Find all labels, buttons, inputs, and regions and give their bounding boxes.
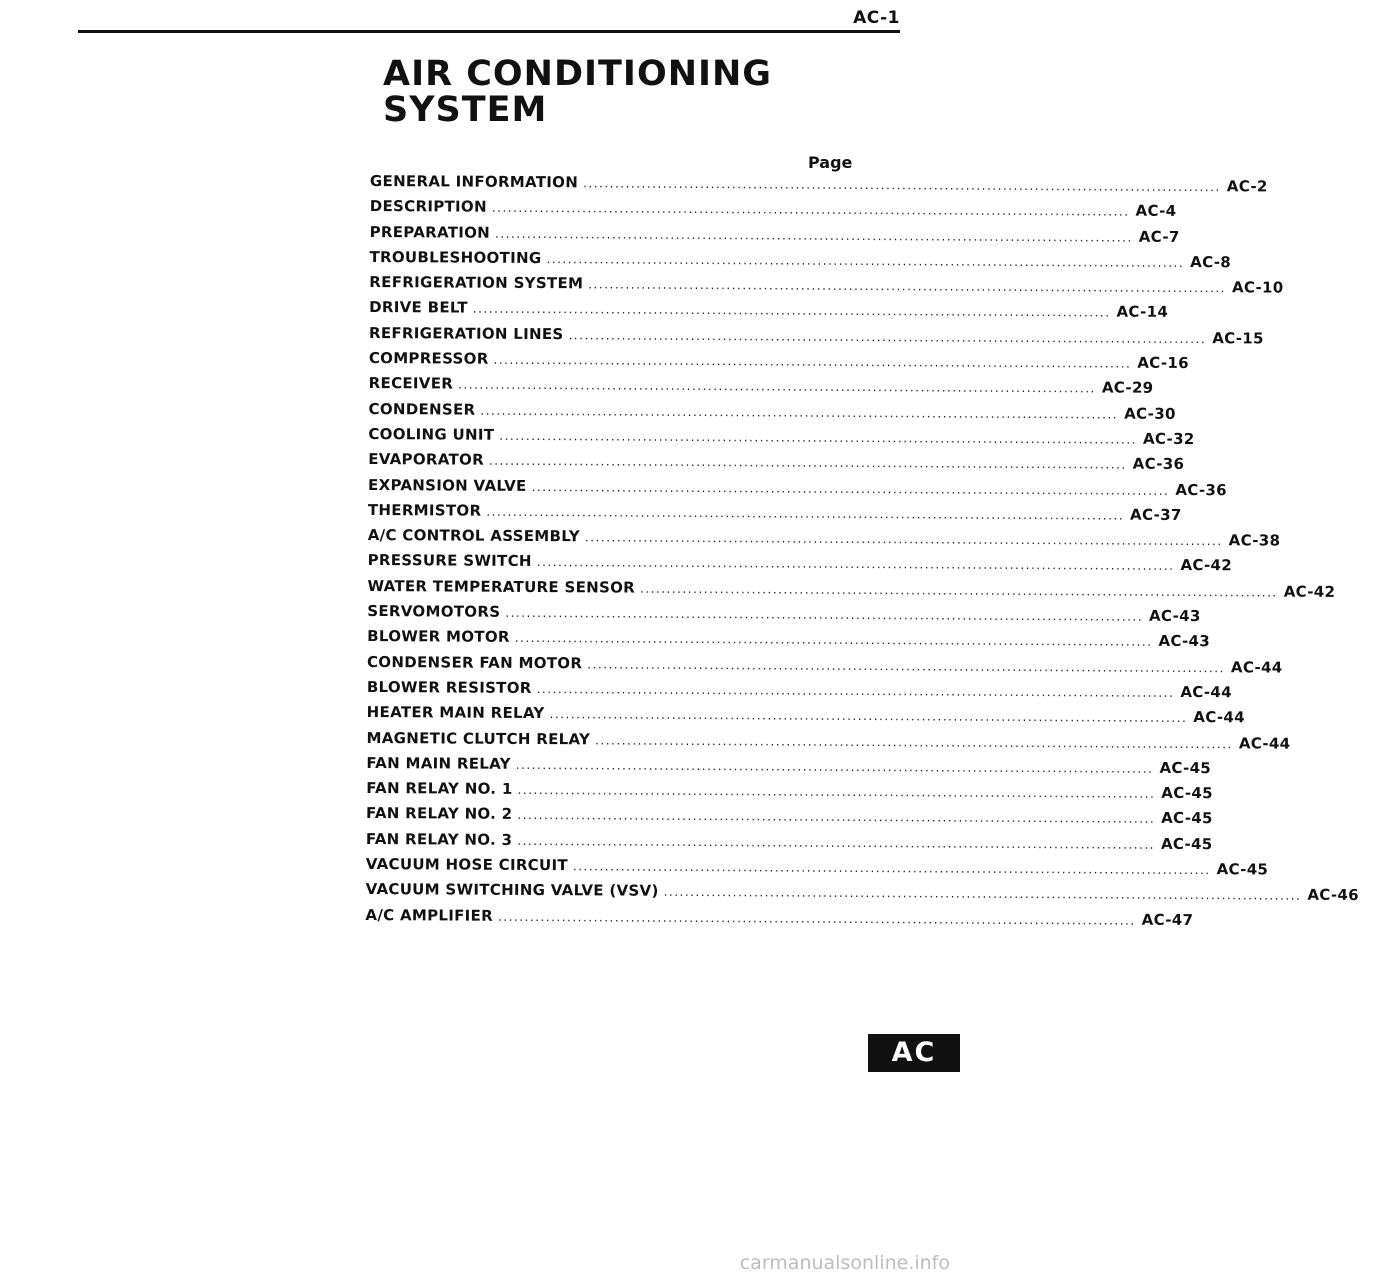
toc-entry <box>366 677 1232 706</box>
toc-entry-page: AC-45 <box>1161 809 1213 828</box>
toc-leader-dots: ........................................................................................................................ <box>514 631 1153 650</box>
toc-entry-label: TROUBLESHOOTING <box>369 247 542 267</box>
toc-entry-page: AC-46 <box>1307 886 1359 905</box>
toc-entry-label: VACUUM SWITCHING VALVE (VSV) <box>365 880 659 901</box>
toc-entry-label: SERVOMOTORS <box>367 602 501 621</box>
toc-entry-label: COOLING UNIT <box>368 424 495 444</box>
toc-leader-dots: ........................................................................................................................ <box>639 581 1278 600</box>
toc-entry-page: AC-47 <box>1141 910 1194 929</box>
toc-entry-label: PRESSURE SWITCH <box>367 551 532 571</box>
toc-entry-label: THERMISTOR <box>367 500 482 520</box>
toc-entry-label: BLOWER RESISTOR <box>366 677 532 697</box>
toc-entry-label: EXPANSION VALVE <box>368 475 527 495</box>
toc-entry <box>368 450 1185 478</box>
toc-leader-dots: ........................................................................................................................ <box>531 479 1170 498</box>
toc-leader-dots: ........................................................................................................................ <box>536 681 1175 700</box>
toc-entry-page: AC-43 <box>1158 632 1211 651</box>
toc-leader-dots: ........................................................................................................................ <box>458 377 1096 396</box>
toc-entry <box>366 703 1245 731</box>
toc-entry <box>365 829 1213 858</box>
toc-entry <box>367 627 1211 655</box>
toc-entry-label: CONDENSER <box>368 399 476 419</box>
toc-leader-dots: ........................................................................................................................ <box>495 226 1133 245</box>
toc-entry-label: FAN RELAY NO. 3 <box>365 829 513 849</box>
toc-entry-label: A/C AMPLIFIER <box>365 905 494 925</box>
toc-entry-label: WATER TEMPERATURE SENSOR <box>367 576 636 597</box>
toc-entry <box>369 247 1232 276</box>
toc-entry <box>366 779 1213 807</box>
toc-leader-dots: ........................................................................................................................ <box>486 504 1125 523</box>
toc-entry-page: AC-10 <box>1231 278 1284 297</box>
table-of-contents <box>365 172 1359 934</box>
toc-entry-label: FAN MAIN RELAY <box>366 753 511 773</box>
toc-entry-label: MAGNETIC CLUTCH RELAY <box>366 728 591 748</box>
toc-leader-dots: ........................................................................................................................ <box>595 732 1233 751</box>
toc-entry-page: AC-44 <box>1193 708 1245 727</box>
toc-entry-page: AC-43 <box>1148 606 1201 626</box>
toc-entry-page: AC-2 <box>1226 177 1268 196</box>
toc-entry-label: CONDENSER FAN MOTOR <box>366 652 583 672</box>
toc-entry-label: COMPRESSOR <box>368 349 489 368</box>
toc-page-column-heading: Page <box>808 153 853 172</box>
toc-entry <box>366 753 1212 782</box>
toc-leader-dots: ........................................................................................................................ <box>491 201 1130 219</box>
toc-entry-page: AC-36 <box>1132 454 1185 474</box>
toc-entry-page: AC-30 <box>1124 404 1176 423</box>
header-rule <box>78 30 900 33</box>
toc-entry <box>368 399 1176 428</box>
toc-entry-label: DESCRIPTION <box>369 197 487 217</box>
toc-entry-page: AC-36 <box>1175 480 1227 499</box>
toc-leader-dots: ........................................................................................................................ <box>517 783 1156 801</box>
toc-entry-page: AC-45 <box>1159 758 1212 777</box>
toc-entry-label: PREPARATION <box>369 222 491 242</box>
toc-entry-page: AC-4 <box>1135 201 1177 221</box>
toc-leader-dots: ........................................................................................................................ <box>497 909 1136 928</box>
toc-entry-label: GENERAL INFORMATION <box>369 172 579 192</box>
toc-leader-dots: ........................................................................................................................ <box>546 251 1185 270</box>
toc-entry-label: HEATER MAIN RELAY <box>366 703 545 723</box>
toc-entry <box>368 323 1264 352</box>
toc-entry <box>369 222 1180 251</box>
toc-entry <box>366 728 1291 757</box>
toc-entry-label: FAN RELAY NO. 2 <box>366 804 513 824</box>
toc-entry <box>369 197 1177 225</box>
toc-entry-page: AC-15 <box>1212 328 1264 348</box>
toc-entry <box>368 374 1154 402</box>
toc-entry-page: AC-8 <box>1190 252 1232 272</box>
toc-leader-dots: ........................................................................................................................ <box>587 656 1225 675</box>
toc-entry <box>368 349 1189 377</box>
toc-entry-page: AC-44 <box>1230 657 1283 677</box>
toc-leader-dots: ........................................................................................................................ <box>584 530 1223 549</box>
toc-leader-dots: ........................................................................................................................ <box>517 808 1156 827</box>
toc-entry-page: AC-45 <box>1160 834 1213 853</box>
toc-entry-page: AC-44 <box>1180 682 1232 702</box>
toc-entry-page: AC-38 <box>1228 531 1281 550</box>
toc-entry-label: VACUUM HOSE CIRCUIT <box>365 855 568 875</box>
toc-entry-label: FAN RELAY NO. 1 <box>366 779 513 799</box>
toc-leader-dots: ........................................................................................................................ <box>515 757 1154 776</box>
toc-entry-page: AC-29 <box>1101 378 1154 398</box>
toc-entry-page: AC-45 <box>1216 860 1269 879</box>
toc-entry-label: REFRIGERATION SYSTEM <box>369 273 584 293</box>
toc-entry-page: AC-42 <box>1283 582 1336 601</box>
toc-entry <box>368 475 1227 504</box>
toc-entry <box>365 880 1359 908</box>
toc-entry <box>367 526 1281 554</box>
toc-entry <box>367 551 1233 579</box>
toc-entry-page: AC-45 <box>1161 783 1213 803</box>
section-tab-badge: AC <box>868 1034 960 1072</box>
toc-leader-dots: ........................................................................................................................ <box>588 277 1227 296</box>
toc-leader-dots: ........................................................................................................................ <box>568 327 1207 346</box>
toc-entry-page: AC-44 <box>1238 733 1291 753</box>
toc-leader-dots: ........................................................................................................................ <box>472 302 1111 321</box>
page-title-line-1: AIR CONDITIONING <box>383 54 773 94</box>
toc-leader-dots: ........................................................................................................................ <box>499 428 1138 447</box>
toc-entry <box>366 804 1213 832</box>
toc-entry-label: RECEIVER <box>368 374 454 393</box>
toc-entry <box>369 172 1268 200</box>
toc-leader-dots: ........................................................................................................................ <box>480 403 1119 422</box>
toc-leader-dots: ........................................................................................................................ <box>583 176 1221 195</box>
toc-leader-dots: ........................................................................................................................ <box>488 453 1127 472</box>
toc-leader-dots: ........................................................................................................................ <box>572 859 1211 878</box>
toc-entry <box>366 652 1283 681</box>
toc-entry-page: AC-32 <box>1142 429 1195 449</box>
toc-leader-dots: ........................................................................................................................ <box>549 707 1188 726</box>
toc-entry-page: AC-16 <box>1137 353 1189 373</box>
toc-entry <box>367 602 1201 630</box>
toc-entry <box>365 905 1194 934</box>
toc-entry <box>367 500 1182 529</box>
toc-entry <box>369 273 1284 301</box>
toc-entry-page: AC-42 <box>1180 556 1233 575</box>
toc-entry-label: A/C CONTROL ASSEMBLY <box>367 526 581 546</box>
toc-entry-label: DRIVE BELT <box>369 298 468 318</box>
toc-leader-dots: ........................................................................................................................ <box>517 833 1156 852</box>
page-title-line-2: SYSTEM <box>383 90 548 130</box>
toc-entry-label: EVAPORATOR <box>368 450 485 469</box>
toc-entry <box>368 424 1195 453</box>
toc-leader-dots: ........................................................................................................................ <box>493 352 1132 371</box>
toc-entry-page: AC-14 <box>1116 303 1169 322</box>
toc-entry-page: AC-37 <box>1130 505 1182 524</box>
page-title <box>383 56 772 128</box>
page-number: AC-1 <box>853 8 900 28</box>
toc-leader-dots: ........................................................................................................................ <box>536 555 1175 574</box>
toc-entry <box>365 855 1269 883</box>
watermark-text: carmanualsonline.info <box>739 1252 950 1274</box>
toc-entry <box>369 298 1169 326</box>
toc-entry <box>367 576 1336 605</box>
toc-entry-page: AC-7 <box>1138 227 1180 246</box>
toc-leader-dots: ........................................................................................................................ <box>505 605 1144 624</box>
toc-leader-dots: ........................................................................................................................ <box>663 885 1302 904</box>
toc-entry-label: REFRIGERATION LINES <box>368 323 564 343</box>
toc-entry-label: BLOWER MOTOR <box>367 627 510 647</box>
